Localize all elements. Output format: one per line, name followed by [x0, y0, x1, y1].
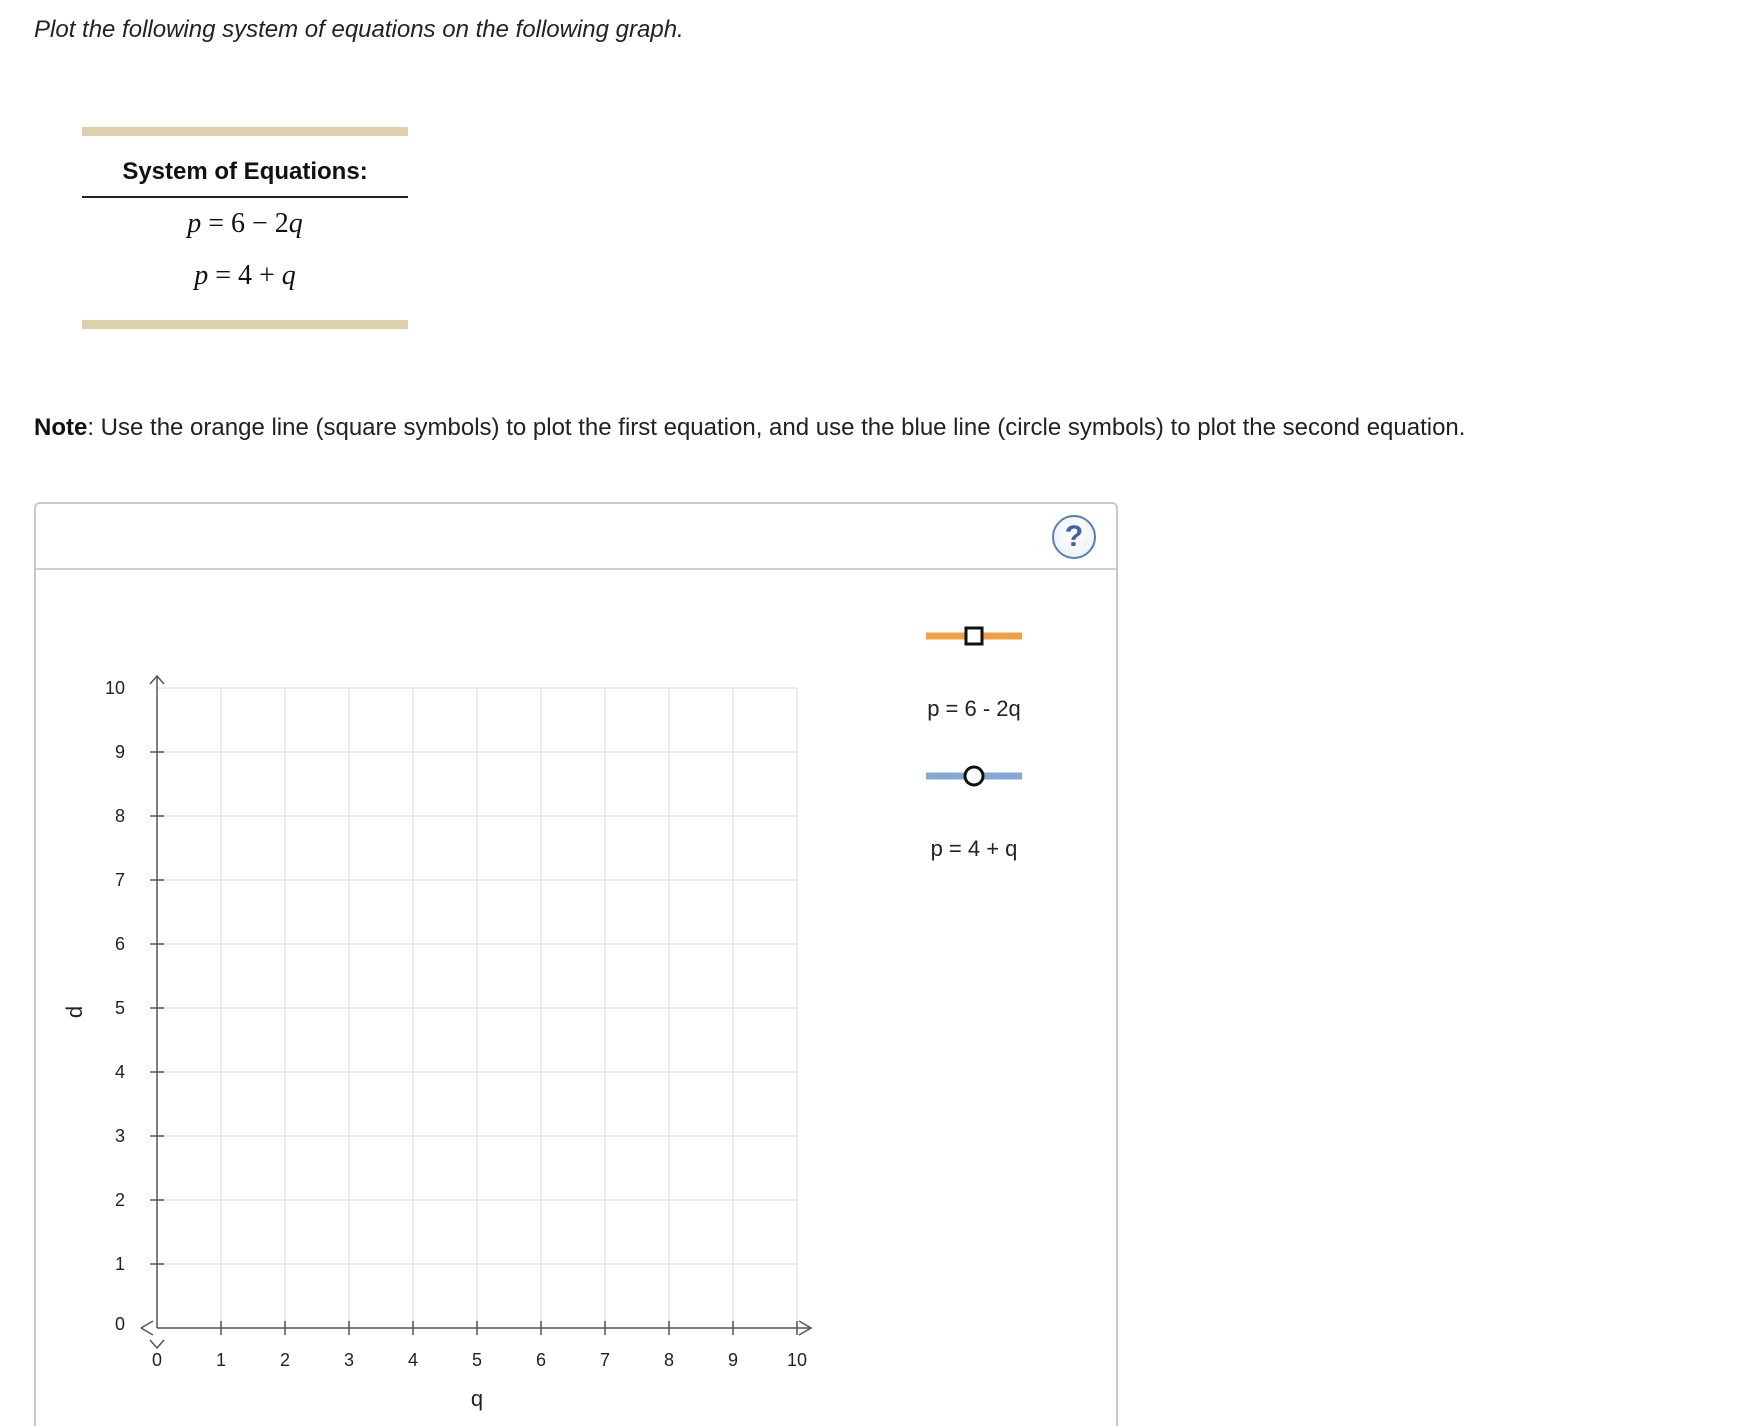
y-tick-label: 1	[114, 1254, 125, 1274]
y-axis-title: p	[65, 1005, 90, 1019]
x-tick-label: 8	[663, 1350, 675, 1370]
x-tick-label: 2	[279, 1350, 291, 1370]
x-tick-label: 5	[471, 1350, 483, 1370]
y-axis-arrow-down-icon	[150, 1340, 164, 1348]
y-tick-label: 7	[114, 870, 125, 890]
legend-label: p = 6 - 2q	[927, 696, 1021, 721]
y-tick-label: 2	[114, 1190, 125, 1210]
legend-label: p = 4 + q	[930, 836, 1018, 861]
x-tick-label: 1	[215, 1350, 227, 1370]
equations-title: System of Equations:	[82, 136, 408, 198]
y-tick-label: 8	[114, 806, 125, 826]
equation-2-lhs: p	[194, 260, 209, 291]
y-tick-label: 10	[104, 678, 125, 698]
circle-icon[interactable]	[965, 767, 983, 785]
note-label: Note	[34, 414, 88, 441]
equation-1	[82, 198, 408, 250]
x-tick-label: 6	[535, 1350, 547, 1370]
instruction-text: Plot the following system of equations on the following graph.	[34, 16, 684, 43]
y-tick-label: 9	[114, 742, 125, 762]
equation-2-var: q	[281, 260, 296, 291]
x-axis-arrow-left-icon	[141, 1321, 153, 1335]
y-tick-label: 3	[114, 1126, 125, 1146]
note-body: : Use the orange line (square symbols) to plot the first equation, and use the blue line (circle symbols) to plot the second equation.	[87, 414, 1466, 441]
table-top-bar	[82, 127, 408, 136]
x-tick-label: 4	[407, 1350, 419, 1370]
graph-panel	[34, 502, 1118, 1426]
y-tick-label: 6	[114, 934, 125, 954]
grid-layer	[157, 688, 797, 1328]
y-tick-label: 0	[114, 1314, 125, 1334]
x-tick-label: 9	[727, 1350, 739, 1370]
help-button[interactable]: ?	[1052, 515, 1096, 559]
square-icon[interactable]	[966, 628, 982, 644]
legend-tool-1[interactable]	[926, 628, 1022, 721]
x-axis-title: q	[470, 1386, 484, 1411]
equation-1-var: q	[288, 208, 303, 239]
equation-1-rhs: = 6 − 2	[201, 208, 289, 239]
equations-table	[82, 127, 408, 329]
y-tick-label: 4	[114, 1062, 125, 1082]
equation-1-lhs: p	[187, 208, 202, 239]
legend-tool-2[interactable]	[926, 767, 1022, 861]
table-bottom-bar	[82, 320, 408, 329]
legend-layer[interactable]	[926, 628, 1022, 861]
note-text	[34, 414, 1465, 442]
graph-svg[interactable]	[36, 570, 1116, 1426]
equation-2-rhs: = 4 +	[208, 260, 282, 291]
x-tick-label: 3	[343, 1350, 355, 1370]
axis-layer	[65, 676, 811, 1411]
graph-panel-header	[36, 504, 1116, 570]
x-tick-label: 0	[151, 1350, 163, 1370]
y-tick-label: 5	[114, 998, 125, 1018]
equation-2	[82, 250, 408, 302]
x-tick-label: 10	[786, 1350, 808, 1370]
x-tick-label: 7	[599, 1350, 611, 1370]
